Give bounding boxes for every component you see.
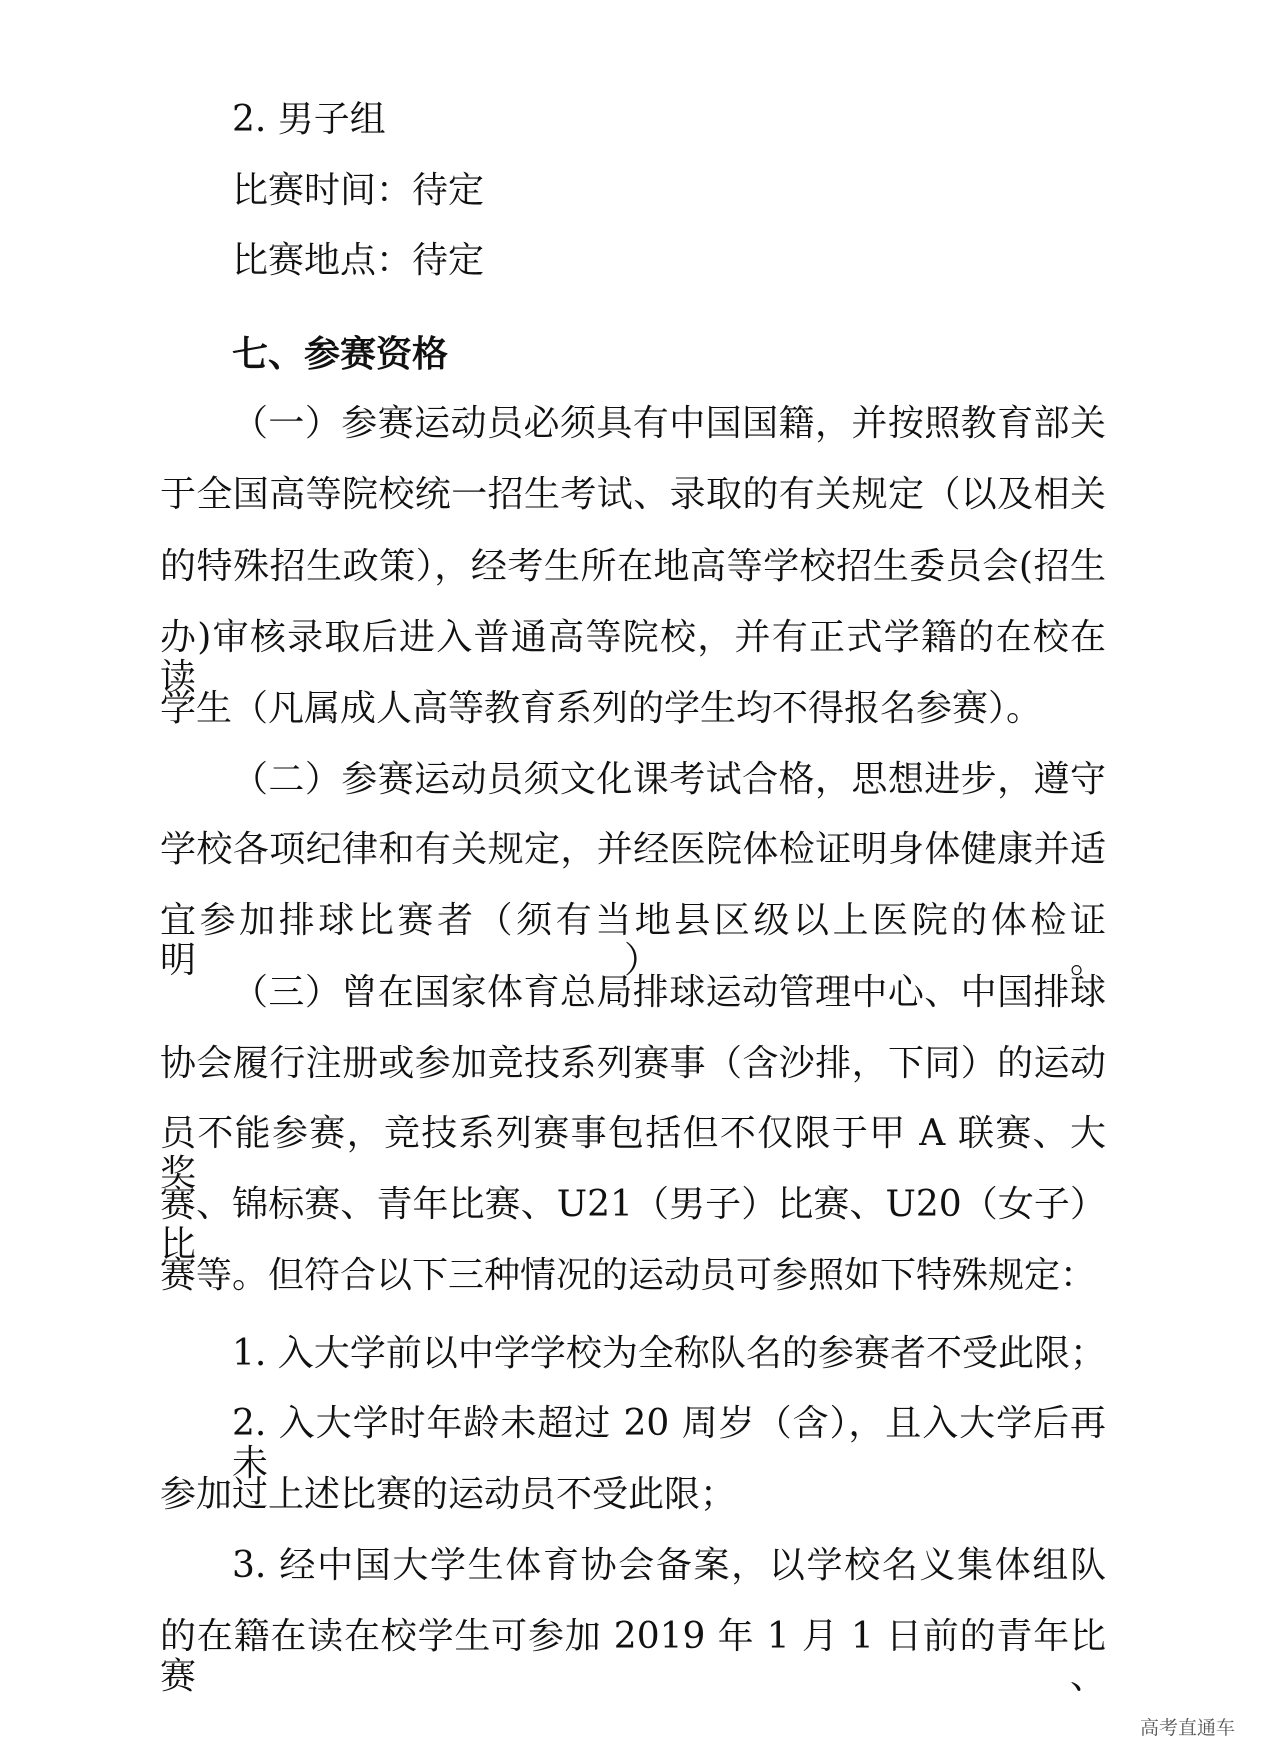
match-venue: 比赛地点：待定 [232,240,485,281]
paragraph-3-line: （三）曾在国家体育总局排球运动管理中心、中国排球 [232,972,1106,1013]
paragraph-2-line: 学校各项纪律和有关规定，并经医院体检证明身体健康并适 [160,829,1106,870]
paragraph-3-line: 员不能参赛，竞技系列赛事包括但不仅限于甲 A 联赛、大奖 [160,1113,1106,1194]
paragraph-1-line: 的特殊招生政策），经考生所在地高等学校招生委员会(招生 [160,546,1106,587]
list-item-3-line: 的在籍在读在校学生可参加 2019 年 1 月 1 日前的青年比赛、 [160,1616,1106,1697]
paragraph-1-line: 学生（凡属成人高等教育系列的学生均不得报名参赛）。 [160,688,1043,729]
paragraph-3-line: 协会履行注册或参加竞技系列赛事（含沙排，下同）的运动 [160,1043,1106,1084]
paragraph-1-line: 办)审核录取后进入普通高等院校，并有正式学籍的在校在读 [160,617,1106,698]
list-item-2-line: 2. 入大学时年龄未超过 20 周岁（含），且入大学后再未 [232,1403,1106,1484]
paragraph-1-line: （一）参赛运动员必须具有中国国籍，并按照教育部关 [232,403,1106,444]
paragraph-3-line: 赛等。但符合以下三种情况的运动员可参照如下特殊规定： [160,1255,1097,1296]
section-heading-eligibility: 七、参赛资格 [232,333,449,375]
paragraph-2-line: （二）参赛运动员须文化课考试合格，思想进步，遵守 [232,759,1106,800]
men-group-heading: 2. 男子组 [232,99,386,140]
list-item-2-line: 参加过上述比赛的运动员不受此限； [160,1474,737,1515]
paragraph-2-line: 宜参加排球比赛者（须有当地县区级以上医院的体检证明）。 [160,900,1106,981]
list-item-3-line: 3. 经中国大学生体育协会备案，以学校名义集体组队 [232,1545,1106,1586]
paragraph-3-line: 赛、锦标赛、青年比赛、U21（男子）比赛、U20（女子）比 [160,1184,1106,1265]
watermark-text: 高考直通车 [1140,1717,1236,1739]
paragraph-1-line: 于全国高等院校统一招生考试、录取的有关规定（以及相关 [160,474,1106,515]
list-item-1-line: 1. 入大学前以中学学校为全称队名的参赛者不受此限； [232,1333,1106,1374]
match-time: 比赛时间：待定 [232,170,485,211]
